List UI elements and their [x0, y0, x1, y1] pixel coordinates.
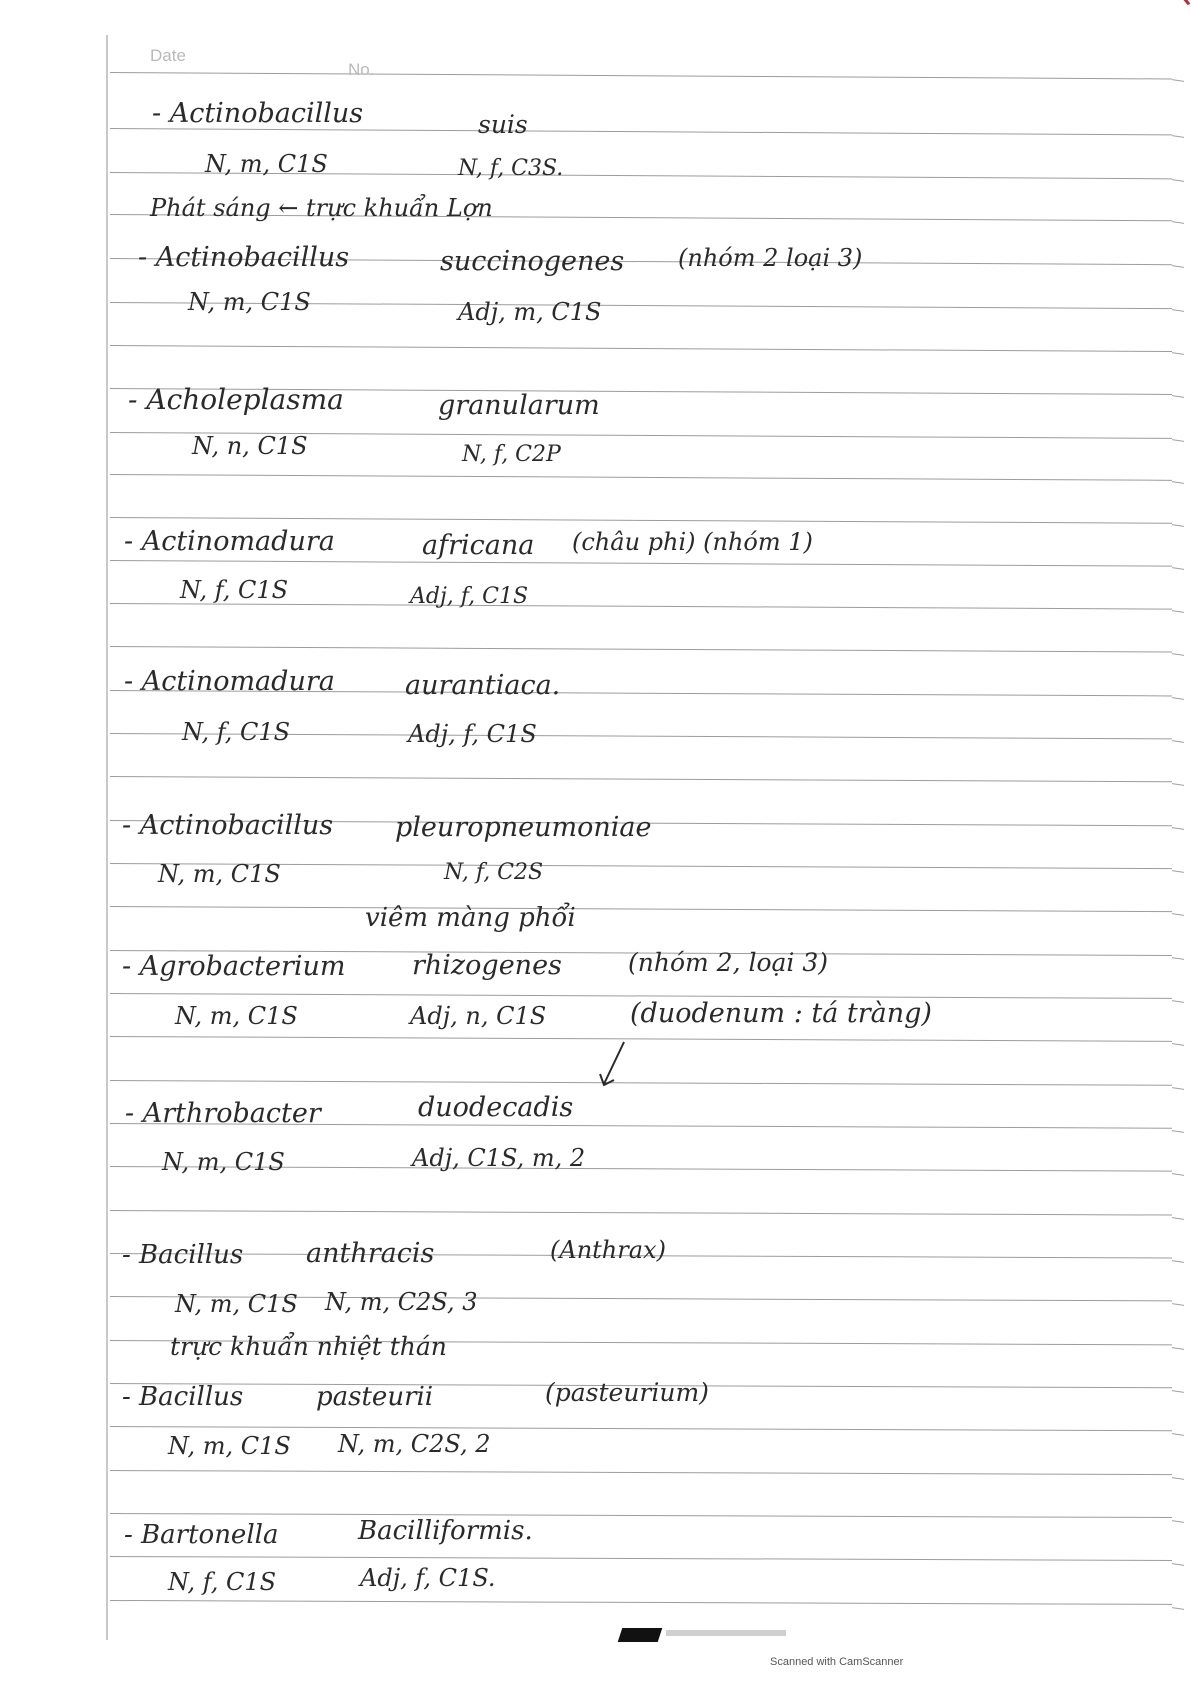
ruled-line — [110, 1600, 1172, 1605]
entry-epithet: anthracis — [306, 1238, 435, 1269]
ruled-line — [110, 1036, 1172, 1042]
ruled-line — [110, 1080, 1172, 1086]
edge-tick — [1172, 1000, 1184, 1003]
epithet-grammar: Adj, f, C1S. — [360, 1564, 496, 1592]
epithet-grammar: Adj, f, C1S — [408, 720, 537, 748]
genus-grammar: N, f, C1S — [182, 718, 291, 746]
entry-epithet: pleuropneumoniae — [395, 812, 652, 843]
ruled-line — [110, 1556, 1172, 1561]
entry-epithet: rhizogenes — [412, 950, 562, 981]
genus-grammar: N, f, C1S — [180, 576, 289, 604]
ruled-line — [110, 1426, 1172, 1431]
corner-mark — [1171, 0, 1190, 14]
edge-tick — [1172, 740, 1184, 743]
edge-tick — [1172, 79, 1184, 82]
edge-tick — [1172, 395, 1184, 398]
edge-tick — [1172, 1303, 1184, 1306]
ruled-line — [110, 560, 1172, 567]
genus-grammar: N, m, C1S — [175, 1002, 298, 1030]
entry-genus: - Actinomadura — [124, 526, 335, 557]
edge-tick — [1172, 179, 1184, 182]
ruled-line — [110, 128, 1172, 135]
edge-tick — [1172, 783, 1184, 786]
epithet-grammar: Adj, m, C1S — [458, 298, 602, 326]
entry-epithet: Bacilliformis. — [358, 1516, 533, 1546]
entry-epithet: aurantiaca. — [405, 670, 561, 701]
genus-grammar: N, m, C1S — [168, 1432, 291, 1460]
edge-tick — [1172, 221, 1184, 224]
edge-tick — [1172, 1433, 1184, 1436]
entry-genus: - Actinomadura — [124, 666, 335, 697]
epithet-grammar: N, f, C3S. — [458, 156, 564, 181]
entry-note: viêm màng phổi — [365, 903, 576, 933]
entry-genus: - Actinobacillus — [138, 242, 350, 273]
ruled-line — [110, 474, 1172, 481]
arrow-icon — [598, 1040, 628, 1090]
edge-tick — [1172, 653, 1184, 656]
entry-epithet: africana — [422, 530, 535, 561]
ruled-line — [110, 646, 1172, 653]
ruled-line — [110, 1470, 1172, 1475]
edge-tick — [1172, 1130, 1184, 1133]
edge-tick — [1172, 135, 1184, 138]
scanner-logo — [620, 1622, 795, 1640]
entry-genus: - Actinobacillus — [152, 98, 364, 129]
epithet-grammar: Adj, f, C1S — [410, 584, 529, 609]
entry-genus: - Actinobacillus — [122, 810, 334, 841]
edge-tick — [1172, 610, 1184, 613]
entry-extra2: (duodenum : tá tràng) — [630, 998, 932, 1029]
entry-extra: (Anthrax) — [550, 1236, 666, 1264]
edge-tick — [1172, 1607, 1184, 1610]
epithet-grammar: Adj, C1S, m, 2 — [412, 1144, 586, 1172]
edge-tick — [1172, 352, 1184, 355]
edge-tick — [1172, 1087, 1184, 1090]
genus-grammar: N, m, C1S — [205, 150, 328, 178]
entry-note: Phát sáng ← trực khuẩn Lợn — [150, 194, 493, 222]
entry-epithet: duodecadis — [418, 1092, 574, 1123]
date-label: Date — [150, 46, 186, 65]
entry-epithet: pasteurii — [316, 1382, 434, 1412]
edge-tick — [1172, 827, 1184, 830]
genus-grammar: N, m, C1S — [188, 288, 311, 316]
edge-tick — [1172, 697, 1184, 700]
epithet-grammar: N, f, C2P — [462, 442, 561, 467]
edge-tick — [1172, 1260, 1184, 1263]
entry-extra: (nhóm 2 loại 3) — [678, 244, 863, 272]
entry-genus: - Bacillus — [122, 1382, 244, 1412]
ruled-line — [110, 517, 1172, 524]
edge-tick — [1172, 1043, 1184, 1046]
genus-grammar: N, m, C1S — [175, 1290, 298, 1318]
epithet-grammar: Adj, n, C1S — [410, 1002, 547, 1030]
entry-genus: - Bacillus — [122, 1240, 244, 1270]
edge-tick — [1172, 870, 1184, 873]
ruled-line — [110, 1513, 1172, 1518]
edge-tick — [1172, 1390, 1184, 1393]
ruled-line — [110, 1210, 1172, 1216]
entry-extra: (châu phi) (nhóm 1) — [572, 528, 813, 556]
edge-tick — [1172, 1173, 1184, 1176]
edge-tick — [1172, 524, 1184, 527]
entry-epithet: suis — [478, 110, 528, 139]
entry-extra: (pasteurium) — [545, 1378, 709, 1407]
entry-extra: (nhóm 2, loại 3) — [628, 948, 829, 977]
epithet-grammar: N, m, C2S, 3 — [325, 1288, 478, 1316]
ruled-line — [110, 776, 1172, 782]
edge-tick — [1172, 913, 1184, 916]
edge-tick — [1172, 1520, 1184, 1523]
edge-tick — [1172, 439, 1184, 442]
genus-grammar: N, m, C1S — [162, 1148, 285, 1176]
genus-grammar: N, m, C1S — [158, 860, 281, 888]
entry-genus: - Agrobacterium — [122, 951, 346, 982]
entry-epithet: succinogenes — [440, 246, 625, 277]
entry-genus: - Bartonella — [124, 1520, 279, 1550]
edge-tick — [1172, 1217, 1184, 1220]
entry-note: trực khuẩn nhiệt thán — [170, 1332, 447, 1361]
edge-tick — [1172, 1347, 1184, 1350]
edge-tick — [1172, 265, 1184, 268]
entry-epithet: granularum — [438, 390, 600, 421]
margin-line — [106, 35, 108, 1640]
ruled-line — [110, 906, 1172, 912]
ruled-line — [110, 72, 1172, 79]
edge-tick — [1172, 1477, 1184, 1480]
edge-tick — [1172, 309, 1184, 312]
genus-grammar: N, f, C1S — [168, 1568, 277, 1596]
edge-tick — [1172, 1563, 1184, 1566]
entry-genus: - Arthrobacter — [125, 1098, 321, 1129]
scanner-watermark: Scanned with CamScanner — [770, 1656, 904, 1668]
edge-tick — [1172, 957, 1184, 960]
epithet-grammar: N, f, C2S — [444, 860, 544, 885]
genus-grammar: N, n, C1S — [192, 432, 308, 460]
ruled-line — [110, 345, 1172, 352]
entry-genus: - Acholeplasma — [128, 383, 344, 416]
edge-tick — [1172, 481, 1184, 484]
epithet-grammar: N, m, C2S, 2 — [338, 1430, 491, 1458]
no-label: No. — [348, 60, 375, 79]
edge-tick — [1172, 567, 1184, 570]
